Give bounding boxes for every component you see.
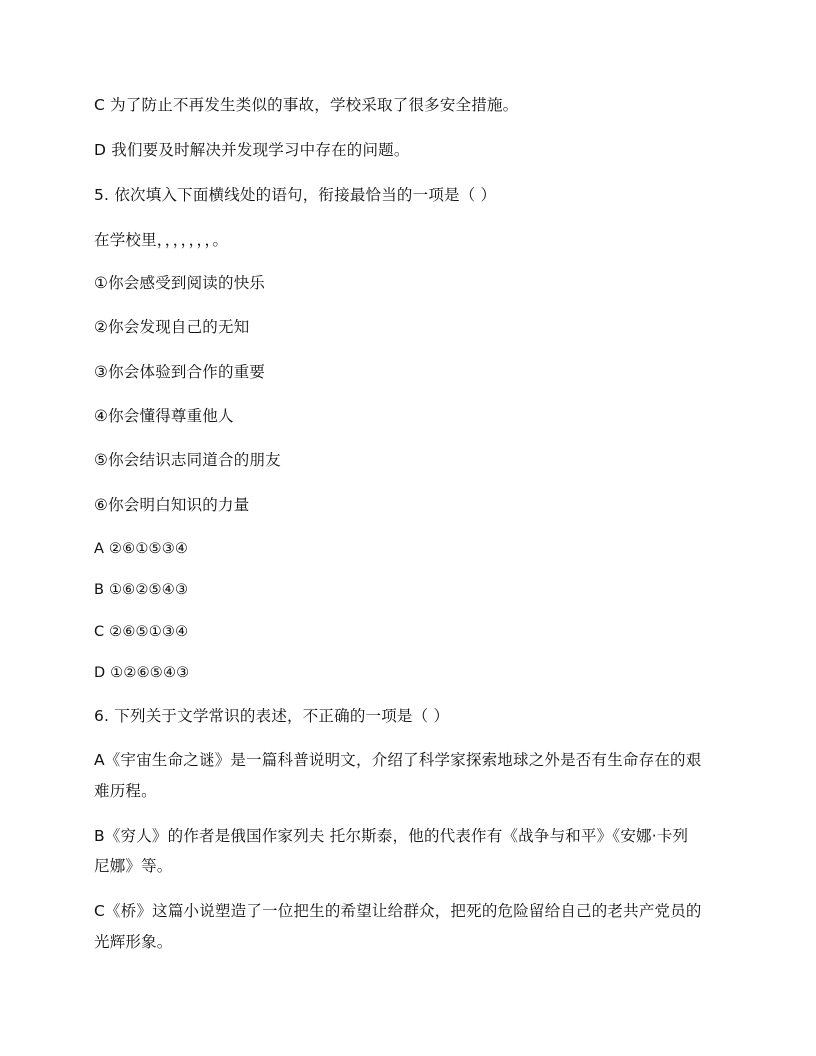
q5-statement-1: ①你会感受到阅读的快乐 (94, 274, 266, 292)
q5-statement-5: ⑤你会结识志同道合的朋友 (94, 451, 281, 469)
q5-option-d: D ①②⑥⑤④③ (94, 665, 190, 681)
q5-option-c: C ②⑥⑤①③④ (94, 624, 189, 640)
q6-option-a-line-1: A《宇宙生命之谜》是一篇科普说明文，介绍了科学家探索地球之外是否有生命存在的艰 (94, 751, 702, 769)
q5-option-a: A ②⑥①⑤③④ (94, 541, 189, 557)
q5-statement-2: ②你会发现自己的无知 (94, 318, 250, 336)
q5-stem: 5. 依次填入下面横线处的语句，衔接最恰当的一项是（ ） (94, 186, 497, 204)
q6-option-b-line-2: 尼娜》等。 (94, 857, 173, 875)
q5-statement-4: ④你会懂得尊重他人 (94, 407, 234, 425)
q6-option-a-line-2: 难历程。 (94, 782, 157, 800)
q5-sentence: 在学校里，，，，，，，。 (94, 231, 229, 249)
q5-option-b: B ①⑥②⑤④③ (94, 582, 189, 598)
q5-statement-6: ⑥你会明白知识的力量 (94, 496, 250, 514)
q6-option-b-line-1: B《穷人》的作者是俄国作家列夫 托尔斯泰，他的代表作有《战争与和平》《安娜·卡列 (94, 827, 689, 845)
q4-option-d: D 我们要及时解决并发现学习中存在的问题。 (94, 141, 410, 159)
q4-option-c: C 为了防止不再发生类似的事故，学校采取了很多安全措施。 (94, 96, 519, 114)
q6-option-c-line-2: 光辉形象。 (94, 933, 173, 951)
q5-statement-3: ③你会体验到合作的重要 (94, 363, 266, 381)
q6-option-c-line-1: C《桥》这篇小说塑造了一位把生的希望让给群众，把死的危险留给自己的老共产党员的 (94, 902, 702, 920)
q6-stem: 6. 下列关于文学常识的表述，不正确的一项是（ ） (94, 707, 450, 725)
